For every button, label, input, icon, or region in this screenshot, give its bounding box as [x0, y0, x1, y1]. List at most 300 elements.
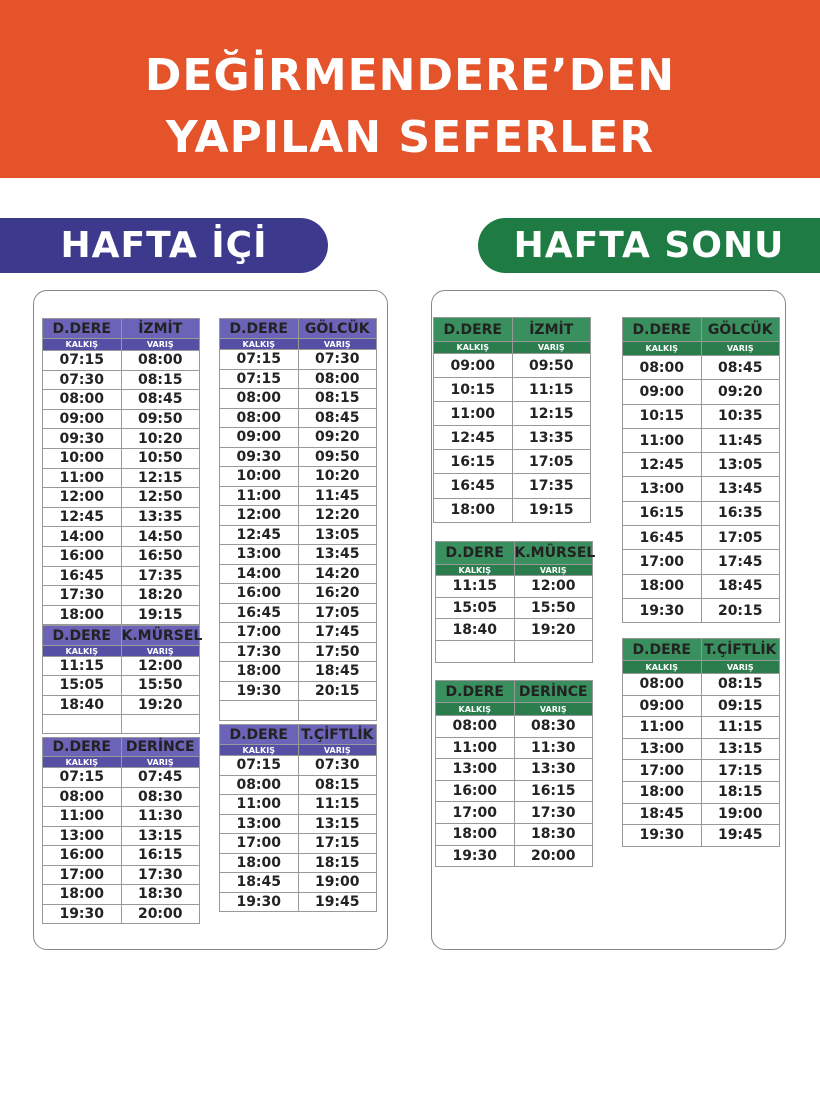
table-row [43, 351, 200, 371]
weekend-table-k-m-rsel [435, 541, 596, 663]
departure-cell: KALKIŞ [436, 703, 515, 716]
table-row [220, 389, 377, 409]
arrival-cell: 10:20 [121, 429, 200, 449]
departure-cell: KALKIŞ [43, 646, 122, 657]
arrival-cell: 08:45 [298, 408, 377, 428]
table-row [623, 717, 780, 739]
table-row [220, 350, 377, 370]
table-row [623, 453, 780, 477]
departure-cell: 13:00 [220, 545, 299, 565]
table-row [220, 681, 377, 701]
table-row [436, 597, 593, 619]
table-row [623, 428, 780, 452]
departure-cell: 07:30 [43, 370, 122, 390]
arrival-cell: 08:45 [121, 390, 200, 410]
arrival-cell: İZMİT [512, 318, 591, 342]
departure-cell: 14:00 [220, 564, 299, 584]
table-row [436, 845, 593, 867]
departure-cell: 18:00 [220, 662, 299, 682]
departure-cell: 18:40 [436, 619, 515, 641]
table-row [623, 695, 780, 717]
arrival-cell [298, 701, 377, 721]
table-row [623, 598, 780, 622]
table-row [220, 892, 377, 912]
table-row [220, 545, 377, 565]
arrival-cell: 19:15 [512, 498, 591, 522]
departure-cell: 19:30 [623, 825, 702, 847]
table-row [434, 402, 591, 426]
departure-cell [436, 641, 515, 663]
arrival-cell: 08:30 [514, 716, 593, 738]
title-line-1: DEĞİRMENDERE’DEN [144, 50, 676, 101]
arrival-cell: VARIŞ [512, 342, 591, 354]
table-row [623, 674, 780, 696]
departure-cell: 08:00 [623, 356, 702, 380]
arrival-cell: 12:00 [121, 657, 200, 676]
table-row [436, 780, 593, 802]
departure-cell: D.DERE [43, 626, 122, 646]
arrival-cell: 10:20 [298, 467, 377, 487]
arrival-cell: 13:15 [701, 738, 780, 760]
table-row [43, 507, 200, 527]
table-row [43, 657, 200, 676]
table-row [623, 825, 780, 847]
arrival-cell: 17:05 [298, 603, 377, 623]
table-row [220, 467, 377, 487]
arrival-cell: 20:15 [701, 598, 780, 622]
table-row [43, 546, 200, 566]
departure-cell: 11:00 [220, 795, 299, 815]
departure-cell: KALKIŞ [623, 661, 702, 674]
arrival-cell: 13:35 [512, 426, 591, 450]
table-subheader [43, 339, 200, 351]
departure-cell: 10:15 [434, 378, 513, 402]
departure-cell: D.DERE [43, 319, 122, 339]
table-row [43, 904, 200, 924]
arrival-cell: 13:30 [514, 759, 593, 781]
arrival-cell: 12:15 [512, 402, 591, 426]
arrival-cell: 09:20 [298, 428, 377, 448]
weekday-heading: HAFTA İÇİ [0, 218, 328, 273]
departure-cell: 19:30 [436, 845, 515, 867]
departure-cell: 18:00 [43, 885, 122, 905]
table-row [43, 885, 200, 905]
table-row [43, 826, 200, 846]
weekend-table-t-i-ftli-k [622, 638, 780, 847]
departure-cell: 13:00 [623, 477, 702, 501]
departure-cell: 10:00 [220, 467, 299, 487]
table-subheader [434, 342, 591, 354]
departure-cell: KALKIŞ [623, 342, 702, 356]
arrival-cell: 17:05 [512, 450, 591, 474]
departure-cell: 17:30 [220, 642, 299, 662]
departure-cell [43, 714, 122, 733]
departure-cell: D.DERE [220, 319, 299, 339]
table-row [623, 380, 780, 404]
departure-cell: 18:45 [220, 873, 299, 893]
departure-cell: 18:40 [43, 695, 122, 714]
weekend-table-i-zmi-t [433, 317, 591, 523]
arrival-cell: 18:30 [121, 885, 200, 905]
table-row [434, 450, 591, 474]
departure-cell: 13:00 [220, 814, 299, 834]
weekend-heading: HAFTA SONU [478, 218, 820, 273]
departure-cell: 19:30 [220, 892, 299, 912]
table-header [43, 738, 200, 757]
table-row [220, 564, 377, 584]
table-row [220, 795, 377, 815]
table-header [623, 318, 780, 342]
arrival-cell: 19:45 [298, 892, 377, 912]
departure-cell: 09:00 [434, 354, 513, 378]
arrival-cell: 18:45 [298, 662, 377, 682]
arrival-cell: 09:15 [701, 695, 780, 717]
departure-cell: 18:00 [220, 853, 299, 873]
arrival-cell: 18:20 [121, 586, 200, 606]
table-row [43, 768, 200, 788]
table-row [436, 759, 593, 781]
arrival-cell: GÖLCÜK [701, 318, 780, 342]
arrival-cell: 07:30 [298, 756, 377, 776]
table-row [436, 716, 593, 738]
departure-cell: 12:45 [434, 426, 513, 450]
arrival-cell: 11:45 [701, 428, 780, 452]
arrival-cell: 14:50 [121, 527, 200, 547]
arrival-cell: VARIŞ [298, 745, 377, 756]
arrival-cell: 19:00 [298, 873, 377, 893]
table-row [43, 566, 200, 586]
departure-cell: 17:00 [623, 550, 702, 574]
table-row [436, 823, 593, 845]
table-subheader [436, 565, 593, 576]
departure-cell: 12:45 [43, 507, 122, 527]
table-header [220, 725, 377, 745]
table-header [220, 319, 377, 339]
departure-cell: 09:30 [43, 429, 122, 449]
weekday-table-i-zmi-t [42, 318, 200, 625]
departure-cell: 16:45 [434, 474, 513, 498]
arrival-cell: 09:50 [512, 354, 591, 378]
table-row [43, 846, 200, 866]
departure-cell: 16:00 [436, 780, 515, 802]
table-header [43, 319, 200, 339]
weekend-table-g-lc-k [622, 317, 780, 623]
arrival-cell: 17:15 [701, 760, 780, 782]
table-row [623, 738, 780, 760]
table-row [43, 488, 200, 508]
departure-cell: 09:00 [623, 695, 702, 717]
arrival-cell: 17:35 [121, 566, 200, 586]
table-row [220, 853, 377, 873]
departure-cell: 16:00 [43, 546, 122, 566]
arrival-cell: 18:15 [701, 781, 780, 803]
arrival-cell: 08:00 [298, 369, 377, 389]
table-row [220, 486, 377, 506]
table-row [623, 356, 780, 380]
table-row [220, 603, 377, 623]
arrival-cell [121, 714, 200, 733]
table-row [43, 390, 200, 410]
arrival-cell: 17:35 [512, 474, 591, 498]
arrival-cell: VARIŞ [514, 703, 593, 716]
weekday-table-deri-nce [42, 737, 200, 924]
table-row [220, 506, 377, 526]
arrival-cell: 16:50 [121, 546, 200, 566]
table-row [436, 737, 593, 759]
departure-cell: 16:00 [43, 846, 122, 866]
departure-cell: 14:00 [43, 527, 122, 547]
departure-cell: D.DERE [43, 738, 122, 757]
arrival-cell [514, 641, 593, 663]
departure-cell: 11:00 [43, 468, 122, 488]
table-header [623, 639, 780, 661]
departure-cell: 16:45 [220, 603, 299, 623]
departure-cell: 08:00 [220, 389, 299, 409]
arrival-cell: 13:05 [701, 453, 780, 477]
table-row [220, 834, 377, 854]
table-row [43, 865, 200, 885]
departure-cell: 17:30 [43, 586, 122, 606]
arrival-cell: 13:35 [121, 507, 200, 527]
arrival-cell: 13:15 [121, 826, 200, 846]
table-row [220, 369, 377, 389]
table-row [220, 662, 377, 682]
table-row [43, 605, 200, 625]
departure-cell: 12:45 [220, 525, 299, 545]
table-row [43, 586, 200, 606]
departure-cell: 16:15 [623, 501, 702, 525]
table-row [436, 619, 593, 641]
arrival-cell: 19:00 [701, 803, 780, 825]
arrival-cell: 16:15 [121, 846, 200, 866]
arrival-cell: 10:35 [701, 404, 780, 428]
arrival-cell: 16:15 [514, 780, 593, 802]
table-row [434, 474, 591, 498]
departure-cell: 16:15 [434, 450, 513, 474]
table-subheader [43, 757, 200, 768]
arrival-cell: 11:15 [512, 378, 591, 402]
departure-cell: 10:15 [623, 404, 702, 428]
departure-cell: 09:30 [220, 447, 299, 467]
arrival-cell: 08:15 [121, 370, 200, 390]
title-banner [0, 0, 820, 178]
departure-cell: KALKIŞ [43, 757, 122, 768]
weekday-table-t-i-ftli-k [219, 724, 377, 912]
departure-cell: 08:00 [43, 390, 122, 410]
departure-cell [220, 701, 299, 721]
arrival-cell: T.ÇİFTLİK [701, 639, 780, 661]
table-row [434, 426, 591, 450]
arrival-cell: 11:45 [298, 486, 377, 506]
table-row [623, 803, 780, 825]
table-row [43, 370, 200, 390]
arrival-cell: İZMİT [121, 319, 200, 339]
departure-cell: 11:00 [623, 717, 702, 739]
table-row [220, 408, 377, 428]
arrival-cell: GÖLCÜK [298, 319, 377, 339]
departure-cell: KALKIŞ [220, 339, 299, 350]
departure-cell: D.DERE [220, 725, 299, 745]
table-subheader [220, 745, 377, 756]
table-row [220, 525, 377, 545]
arrival-cell: VARIŞ [121, 339, 200, 351]
arrival-cell: 13:15 [298, 814, 377, 834]
departure-cell: 08:00 [436, 716, 515, 738]
arrival-cell: 13:45 [298, 545, 377, 565]
arrival-cell: 09:50 [298, 447, 377, 467]
arrival-cell: VARIŞ [701, 661, 780, 674]
arrival-cell: 17:45 [701, 550, 780, 574]
table-row [220, 873, 377, 893]
departure-cell: 16:45 [43, 566, 122, 586]
arrival-cell: 18:45 [701, 574, 780, 598]
arrival-cell: 11:30 [121, 807, 200, 827]
departure-cell: 11:00 [623, 428, 702, 452]
arrival-cell: 11:30 [514, 737, 593, 759]
arrival-cell: VARIŞ [514, 565, 593, 576]
departure-cell: 12:00 [43, 488, 122, 508]
table-row [43, 787, 200, 807]
arrival-cell: 13:05 [298, 525, 377, 545]
arrival-cell: 14:20 [298, 564, 377, 584]
arrival-cell: 20:15 [298, 681, 377, 701]
arrival-cell: 17:30 [121, 865, 200, 885]
table-row [623, 477, 780, 501]
departure-cell: 07:15 [220, 350, 299, 370]
table-row [43, 695, 200, 714]
departure-cell: KALKIŞ [436, 565, 515, 576]
departure-cell: 07:15 [43, 351, 122, 371]
table-row [220, 756, 377, 776]
departure-cell: 07:15 [220, 369, 299, 389]
departure-cell: 08:00 [220, 408, 299, 428]
departure-cell: 11:00 [434, 402, 513, 426]
departure-cell: 16:00 [220, 584, 299, 604]
departure-cell: 18:00 [623, 781, 702, 803]
departure-cell: 17:00 [220, 834, 299, 854]
departure-cell: D.DERE [436, 542, 515, 565]
table-row [623, 781, 780, 803]
arrival-cell: VARIŞ [121, 646, 200, 657]
table-header [436, 681, 593, 703]
weekend-table-deri-nce [435, 680, 593, 867]
arrival-cell: 17:45 [298, 623, 377, 643]
arrival-cell: VARIŞ [121, 757, 200, 768]
table-row [623, 760, 780, 782]
table-row [43, 714, 200, 733]
table-header [434, 318, 591, 342]
arrival-cell: 13:45 [701, 477, 780, 501]
table-row [436, 802, 593, 824]
departure-cell: 10:00 [43, 448, 122, 468]
arrival-cell: K.MÜRSEL [121, 627, 203, 644]
departure-cell: 17:00 [623, 760, 702, 782]
table-row [43, 409, 200, 429]
departure-cell: 19:30 [43, 904, 122, 924]
departure-cell: KALKIŞ [434, 342, 513, 354]
table-row [434, 498, 591, 522]
departure-cell: 18:00 [436, 823, 515, 845]
arrival-cell: 08:15 [701, 674, 780, 696]
departure-cell: 08:00 [623, 674, 702, 696]
arrival-cell: T.ÇİFTLİK [298, 725, 377, 745]
table-subheader [436, 703, 593, 716]
table-row [434, 354, 591, 378]
table-row [623, 526, 780, 550]
table-row [623, 404, 780, 428]
departure-cell: 09:00 [220, 428, 299, 448]
table-row [436, 641, 593, 663]
table-row [220, 775, 377, 795]
table-row [220, 642, 377, 662]
departure-cell: 11:00 [220, 486, 299, 506]
departure-cell: 18:45 [623, 803, 702, 825]
departure-cell: 19:30 [623, 598, 702, 622]
arrival-cell: DERİNCE [121, 738, 200, 757]
arrival-cell: 11:15 [298, 795, 377, 815]
arrival-cell: 17:05 [701, 526, 780, 550]
arrival-cell: 08:15 [298, 389, 377, 409]
departure-cell: 18:00 [623, 574, 702, 598]
table-subheader [623, 661, 780, 674]
table-row [43, 527, 200, 547]
table-row [43, 676, 200, 695]
table-row [436, 576, 593, 598]
arrival-cell: 15:50 [121, 676, 200, 695]
arrival-cell: 20:00 [514, 845, 593, 867]
table-header [436, 542, 593, 565]
departure-cell: 11:15 [43, 657, 122, 676]
table-row [43, 448, 200, 468]
arrival-cell: 16:35 [701, 501, 780, 525]
arrival-cell: DERİNCE [514, 681, 593, 703]
arrival-cell: 17:30 [514, 802, 593, 824]
departure-cell: 09:00 [43, 409, 122, 429]
arrival-cell: 09:50 [121, 409, 200, 429]
table-row [434, 378, 591, 402]
departure-cell: D.DERE [623, 639, 702, 661]
weekday-table-k-m-rsel [42, 625, 203, 734]
departure-cell: 13:00 [623, 738, 702, 760]
departure-cell: 11:00 [43, 807, 122, 827]
table-row [43, 429, 200, 449]
arrival-cell: 18:30 [514, 823, 593, 845]
arrival-cell: K.MÜRSEL [514, 542, 593, 565]
departure-cell: 12:00 [220, 506, 299, 526]
table-row [220, 701, 377, 721]
departure-cell: KALKIŞ [43, 339, 122, 351]
table-row [220, 584, 377, 604]
table-row [623, 501, 780, 525]
departure-cell: D.DERE [623, 318, 702, 342]
table-header [43, 626, 200, 646]
arrival-cell: 12:20 [298, 506, 377, 526]
departure-cell: 15:05 [436, 597, 515, 619]
departure-cell: 08:00 [43, 787, 122, 807]
departure-cell: 07:15 [220, 756, 299, 776]
table-subheader [220, 339, 377, 350]
arrival-cell: 12:50 [121, 488, 200, 508]
departure-cell: D.DERE [436, 681, 515, 703]
arrival-cell: 07:45 [121, 768, 200, 788]
departure-cell: 13:00 [436, 759, 515, 781]
arrival-cell: 08:45 [701, 356, 780, 380]
arrival-cell: 17:15 [298, 834, 377, 854]
departure-cell: 15:05 [43, 676, 122, 695]
arrival-cell: 08:00 [121, 351, 200, 371]
arrival-cell: 10:50 [121, 448, 200, 468]
departure-cell: 12:45 [623, 453, 702, 477]
